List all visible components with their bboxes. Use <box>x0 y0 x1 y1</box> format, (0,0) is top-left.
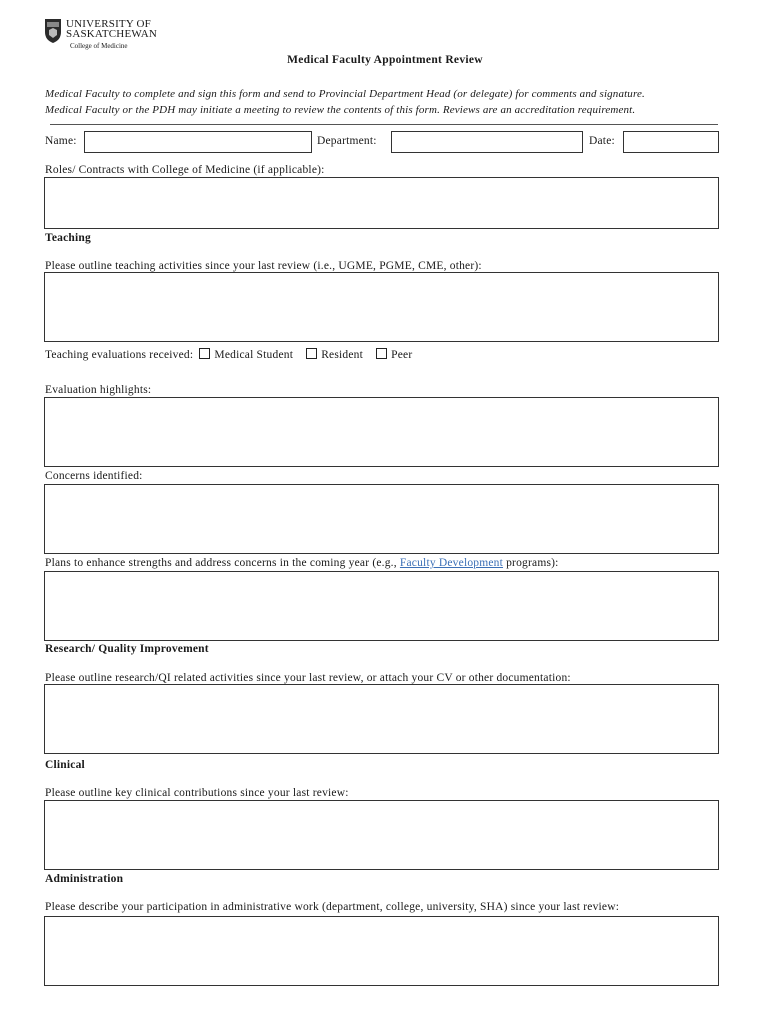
teaching-heading: Teaching <box>45 232 91 244</box>
medical-student-checkbox[interactable] <box>199 348 210 359</box>
teaching-evaluations-label: Teaching evaluations received: <box>45 349 194 361</box>
plans-label-before: Plans to enhance strengths and address concerns in the coming year (e.g., <box>45 557 400 569</box>
intro-text <box>45 86 735 118</box>
clinical-label: Please outline key clinical contributions since your last review: <box>45 787 349 799</box>
evaluation-highlights-label: Evaluation highlights: <box>45 384 152 396</box>
peer-checkbox[interactable] <box>376 348 387 359</box>
roles-label: Roles/ Contracts with College of Medicine (if applicable): <box>45 164 325 176</box>
teaching-evaluations-row <box>45 348 422 361</box>
name-field[interactable] <box>84 131 312 153</box>
clinical-heading: Clinical <box>45 759 85 771</box>
administration-label: Please describe your participation in administrative work (department, college, university, SHA) since your last review: <box>45 901 620 913</box>
teaching-activities-textarea[interactable] <box>44 272 719 342</box>
intro-line1: Medical Faculty to complete and sign this form and send to Provincial Department Head (or delegate) for comments and signature. <box>45 88 645 100</box>
crest-icon <box>44 18 62 44</box>
research-textarea[interactable] <box>44 684 719 754</box>
concerns-textarea[interactable] <box>44 484 719 554</box>
intro-line2: Medical Faculty or the PDH may initiate a meeting to review the contents of this form. Reviews are an accreditation requirement. <box>45 104 636 116</box>
page-title: Medical Faculty Appointment Review <box>287 54 483 66</box>
university-logo <box>44 18 164 52</box>
clinical-textarea[interactable] <box>44 800 719 870</box>
university-line1: UNIVERSITY OF <box>66 18 151 30</box>
department-label: Department: <box>317 135 377 147</box>
date-field[interactable] <box>623 131 719 153</box>
resident-checkbox-group[interactable] <box>306 349 363 361</box>
name-label: Name: <box>45 135 77 147</box>
resident-checkbox[interactable] <box>306 348 317 359</box>
administration-textarea[interactable] <box>44 916 719 986</box>
teaching-activities-label: Please outline teaching activities since your last review (i.e., UGME, PGME, CME, other): <box>45 260 482 272</box>
college-name: College of Medicine <box>70 42 128 50</box>
peer-checkbox-group[interactable] <box>376 349 412 361</box>
medical-student-label: Medical Student <box>214 349 294 361</box>
plans-label-after: programs): <box>503 557 559 569</box>
divider <box>50 124 718 125</box>
date-label: Date: <box>589 135 615 147</box>
evaluation-highlights-textarea[interactable] <box>44 397 719 467</box>
plans-label <box>45 557 559 569</box>
university-line2: SASKATCHEWAN <box>66 28 158 40</box>
peer-label: Peer <box>391 349 413 361</box>
roles-textarea[interactable] <box>44 177 719 229</box>
concerns-label: Concerns identified: <box>45 470 143 482</box>
resident-label: Resident <box>321 349 364 361</box>
plans-textarea[interactable] <box>44 571 719 641</box>
medical-student-checkbox-group[interactable] <box>196 349 293 361</box>
department-field[interactable] <box>391 131 583 153</box>
faculty-development-link[interactable]: Faculty Development <box>399 557 504 569</box>
administration-heading: Administration <box>45 873 124 885</box>
research-label: Please outline research/QI related activities since your last review, or attach your CV or other documentation: <box>45 672 571 684</box>
university-name <box>66 19 157 39</box>
research-heading: Research/ Quality Improvement <box>45 643 209 655</box>
